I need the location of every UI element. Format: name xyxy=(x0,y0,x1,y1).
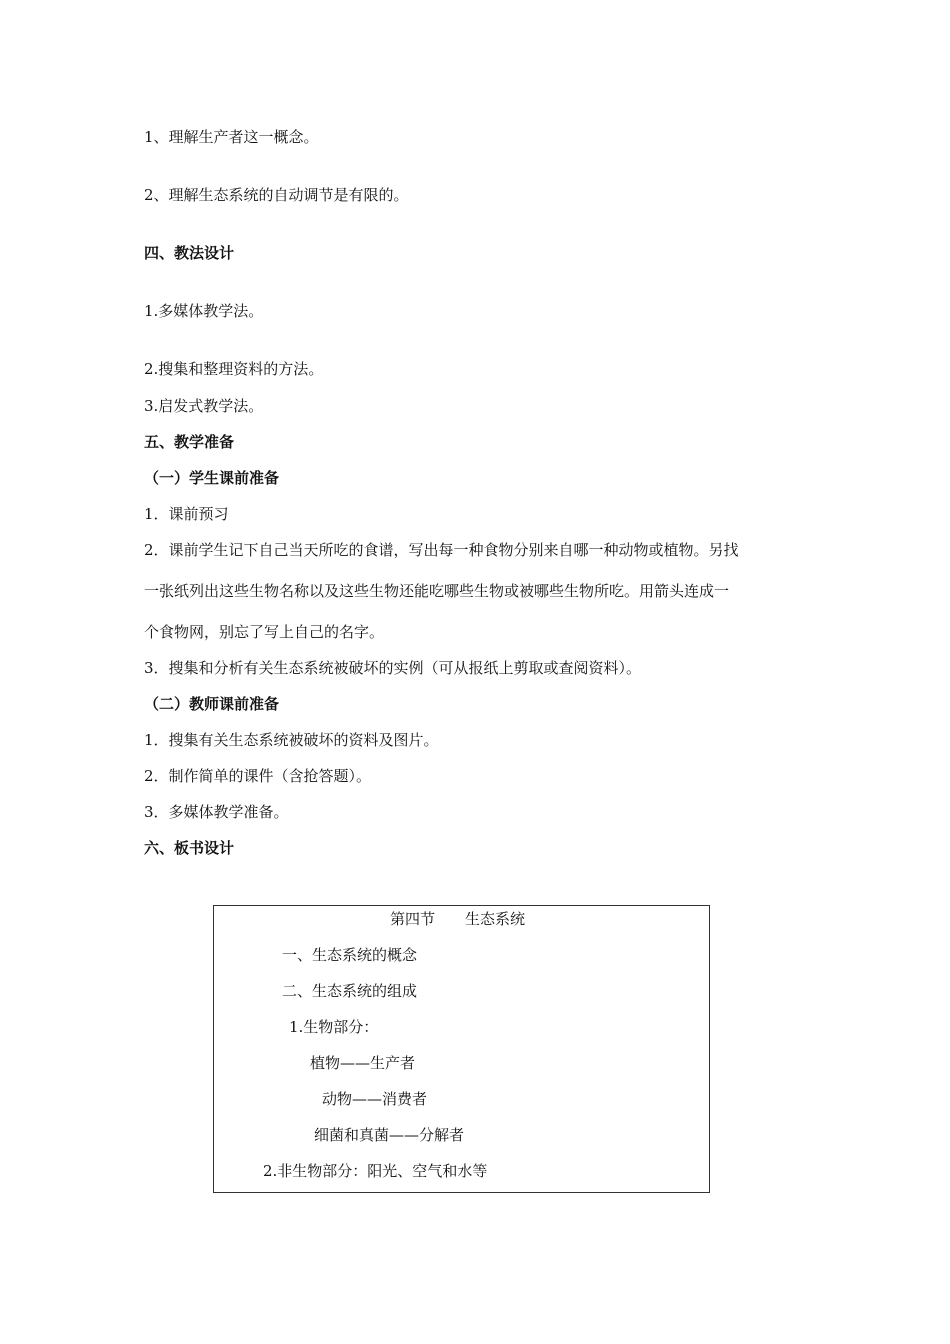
method-item-3: 3.启发式教学法。 xyxy=(144,397,264,415)
board-composition: 二、生态系统的组成 xyxy=(282,982,418,1000)
method-item-1: 1.多媒体教学法。 xyxy=(144,302,264,320)
subheading-student-preparation: （一）学生课前准备 xyxy=(144,469,280,487)
teacher-item-1: 1．搜集有关生态系统被破坏的资料及图片。 xyxy=(144,731,439,749)
board-concept: 一、生态系统的概念 xyxy=(282,946,418,964)
board-abiotic: 2.非生物部分：阳光、空气和水等 xyxy=(263,1162,488,1180)
section-heading-teaching-methods: 四、教法设计 xyxy=(144,244,235,262)
board-biotic: 1.生物部分： xyxy=(289,1018,379,1036)
board-animals: 动物——消费者 xyxy=(322,1090,428,1108)
method-item-2: 2.搜集和整理资料的方法。 xyxy=(144,360,324,378)
board-microbes: 细菌和真菌——分解者 xyxy=(314,1126,465,1144)
board-title: 第四节 生态系统 xyxy=(390,910,526,928)
student-item-2-line-2: 一张纸列出这些生物名称以及这些生物还能吃哪些生物或被哪些生物所吃。用箭头连成一 xyxy=(144,582,730,600)
board-design-box xyxy=(213,905,710,1193)
section-heading-board-design: 六、板书设计 xyxy=(144,839,235,857)
objective-2: 2、理解生态系统的自动调节是有限的。 xyxy=(144,186,409,204)
teacher-item-3: 3．多媒体教学准备。 xyxy=(144,803,289,821)
student-item-2-line-1: 2．课前学生记下自己当天所吃的食谱，写出每一种食物分别来自哪一种动物或植物。另找 xyxy=(144,541,739,559)
student-item-2-line-3: 个食物网，别忘了写上自己的名字。 xyxy=(144,623,385,641)
section-heading-preparation: 五、教学准备 xyxy=(144,433,235,451)
objective-1: 1、理解生产者这一概念。 xyxy=(144,128,319,146)
teacher-item-2: 2．制作简单的课件（含抢答题）。 xyxy=(144,767,372,785)
board-plants: 植物——生产者 xyxy=(310,1054,416,1072)
student-item-1: 1．课前预习 xyxy=(144,505,229,523)
student-item-3: 3．搜集和分析有关生态系统被破坏的实例（可从报纸上剪取或查阅资料）。 xyxy=(144,659,642,677)
subheading-teacher-preparation: （二）教师课前准备 xyxy=(144,695,280,713)
